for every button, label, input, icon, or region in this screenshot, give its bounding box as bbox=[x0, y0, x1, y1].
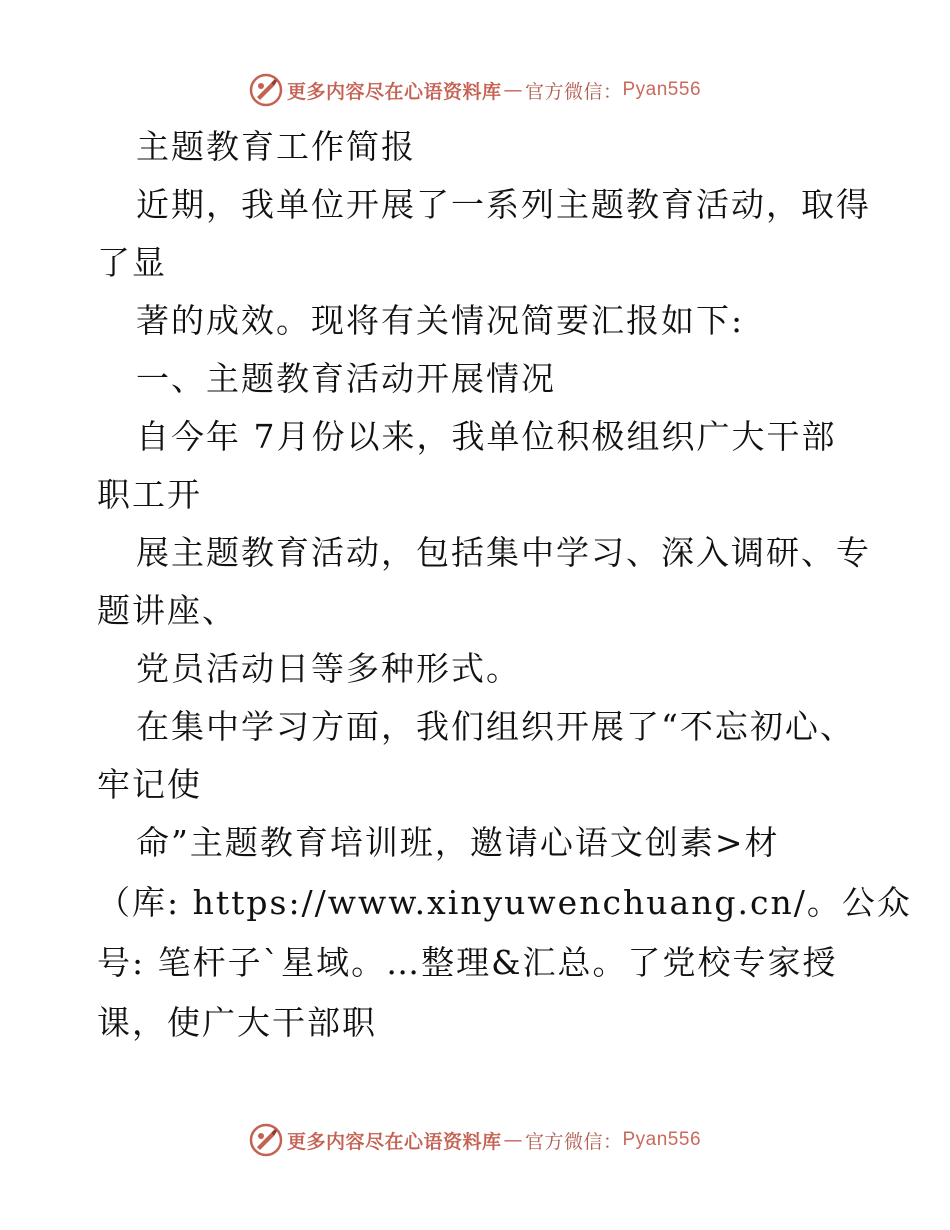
document-title: 主题教育工作简报 bbox=[136, 127, 416, 166]
paragraph-line: 在集中学习方面，我们组织开展了“不忘初心、 bbox=[136, 707, 855, 746]
watermark-wechat-id: Pyan556 bbox=[622, 1129, 702, 1150]
header-watermark bbox=[0, 70, 950, 110]
paragraph-line: 自今年 7月份以来，我单位积极组织广大干部 bbox=[136, 417, 837, 456]
paragraph-line: （库: https://www.xinyuwenchuang.cn/。公众 bbox=[97, 883, 912, 922]
pen-logo-icon bbox=[249, 1123, 283, 1157]
paragraph-line: 著的成效。现将有关情况简要汇报如下: bbox=[136, 301, 745, 340]
footer-watermark bbox=[0, 1120, 950, 1160]
paragraph-line: 牢记使 bbox=[97, 765, 202, 804]
watermark-main-text: 更多内容尽在心语资料库 bbox=[286, 1130, 502, 1153]
paragraph-line: 了显 bbox=[97, 243, 167, 282]
paragraph-line: 题讲座、 bbox=[97, 591, 237, 630]
section-heading: 一、主题教育活动开展情况 bbox=[136, 359, 556, 398]
paragraph-line: 党员活动日等多种形式。 bbox=[136, 649, 521, 688]
watermark-main-text: 更多内容尽在心语资料库 bbox=[286, 80, 502, 103]
paragraph-line: 近期，我单位开展了一系列主题教育活动，取得 bbox=[136, 185, 871, 224]
paragraph-line: 展主题教育活动，包括集中学习、深入调研、专 bbox=[136, 533, 871, 572]
watermark-wechat-label: 官方微信： bbox=[524, 1130, 623, 1153]
watermark-wechat-id: Pyan556 bbox=[622, 79, 702, 100]
watermark-dash: — bbox=[503, 79, 523, 101]
watermark-dash: — bbox=[503, 1129, 523, 1151]
paragraph-line: 课，使广大干部职 bbox=[97, 1003, 377, 1042]
paragraph-line: 命”主题教育培训班，邀请心语文创素>材 bbox=[136, 823, 780, 862]
paragraph-line: 号: 笔杆子`星域。…整理&汇总。了党校专家授 bbox=[97, 943, 838, 982]
paragraph-line: 职工开 bbox=[97, 475, 202, 514]
watermark-wechat-label: 官方微信： bbox=[524, 80, 623, 103]
pen-logo-icon bbox=[249, 73, 283, 107]
